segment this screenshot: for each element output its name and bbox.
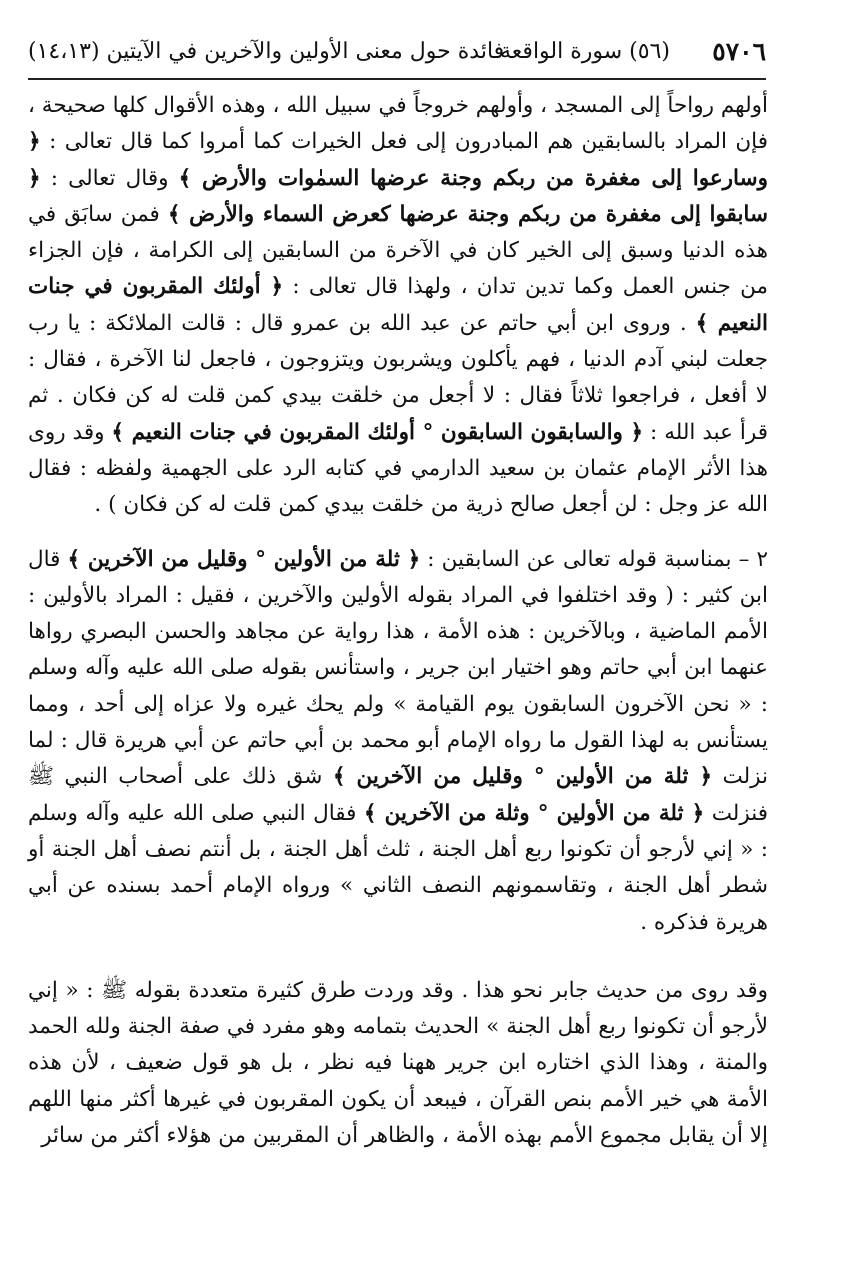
page-number: ٥٧٠٦ xyxy=(712,37,766,66)
paragraph-2 xyxy=(28,542,768,941)
quran-verse: ﴿ ثلة من الأولين ° وقليل من الآخرين ﴾ xyxy=(67,546,421,572)
surah-label: (٥٦) سورة الواقعة xyxy=(500,39,670,64)
text-segment: فقال النبي صلى الله عليه وآله وسلم : « إني لأرجو أن تكونوا ربع أهل الجنة ، ثلث أهل الجنة ، بل أنتم نصف أهل الجنة أو شطر أهل الجنة ، وتقاسمونهم النصف الثاني » ورواه الإمام أحمد بسنده عن أبي هريرة فذكره . xyxy=(28,800,768,935)
text-segment: وقال تعالى : xyxy=(40,165,179,191)
running-header xyxy=(28,34,766,70)
paragraph-1 xyxy=(28,88,768,524)
quran-verse: ﴿ وسارعوا إلى مغفرة من ربكم وجنة عرضها السمٰوات والأرض ﴾ xyxy=(28,129,768,191)
text-segment: شق ذلك على أصحاب النبي ﷺ فنزلت xyxy=(28,764,768,826)
body-text xyxy=(28,88,768,1154)
quran-verse: ﴿ سابقوا إلى مغفرة من ربكم وجنة عرضها كعرض السماء والأرض ﴾ xyxy=(28,165,768,227)
text-segment: . وروى ابن أبي حاتم عن عبد الله بن عمرو قال : قالت الملائكة : يا رب جعلت لبني آدم الدنيا ، فهم يأكلون ويشربون ويتزوجون ، فاجعل لنا الآخرة ، فقال : لا أفعل ، فراجعوا ثلاثاً فقال : لا أجعل من خلقت بيدي كمن قلت له كن فكان . ثم قرأ عبد الله : xyxy=(28,310,768,445)
quran-verse: ﴿ أولئك المقربون في جنات النعيم ﴾ xyxy=(28,274,768,336)
text-segment: ٢ – بمناسبة قوله تعالى عن السابقين : xyxy=(420,546,768,572)
text-segment: قال ابن كثير : ( وقد اختلفوا في المراد بقوله الأولين والآخرين ، فقيل : المراد بالأولين : الأمم الماضية ، وبالآخرين : هذه الأمة ، هذا رواية عن مجاهد والحسن البصري رواها عنهما ابن أبي حاتم وهو اختيار ابن جرير ، واستأنس بقوله صلى الله عليه وآله وسلم : « نحن الآخرون السابقون يوم القيامة » ولم يحك غيره ولا عزاه إلى أحد ، ومما يستأنس به لهذا القول ما رواه الإمام أبو محمد بن أبي حاتم عن أبي هريرة قال : لما نزلت xyxy=(28,546,769,790)
text-segment: أولهم رواحاً إلى المسجد ، وأولهم خروجاً في سبيل الله ، وهذه الأقوال كلها صحيحة ، فإن المراد بالسابقين هم المبادرون إلى فعل الخيرات كما أمروا كما قال تعالى : xyxy=(28,93,768,155)
text-segment: فمن سابَق في هذه الدنيا وسبق إلى الخير كان في الآخرة من السابقين إلى الكرامة ، فإن الجزاء من جنس العمل وكما تدين تدان ، ولهذا قال تعالى : xyxy=(28,201,768,300)
quran-verse: ﴿ ثلة من الأولين ° وثلة من الآخرين ﴾ xyxy=(363,800,705,826)
text-segment: وقد روى من حديث جابر نحو هذا . وقد وردت طرق كثيرة متعددة بقوله ﷺ : « إني لأرجو أن تكونوا ربع أهل الجنة » الحديث بتمامه وهو مفرد في صفة الجنة ولله الحمد والمنة ، وهذا الذي اختاره ابن جرير ههنا فيه نظر ، بل هو قول ضعيف ، لأن هذه الأمة هي خير الأمم بنص القرآن ، فيبعد أن يكون المقربون في غيرها أكثر منها اللهم إلا أن يقابل مجموع الأمم بهذه الأمة ، والظاهر أن المقربين من هؤلاء أكثر من سائر xyxy=(28,977,768,1149)
header-rule xyxy=(28,78,766,80)
paragraph-3 xyxy=(28,973,768,1154)
quran-verse: ﴿ ثلة من الأولين ° وقليل من الآخرين ﴾ xyxy=(332,764,713,790)
section-title: فائدة حول معنى الأولين والآخرين في الآيتين (١٤،١٣) xyxy=(28,39,505,64)
text-segment: وقد روى هذا الأثر الإمام عثمان بن سعيد الدارمي في كتابه الرد على الجهمية ولفظه : فقال الله عز وجل : لن أجعل صالح ذرية من خلقت بيدي كمن قلت له كن فكان ) . xyxy=(28,419,768,518)
quran-verse: ﴿ والسابقون السابقون ° أولئك المقربون في جنات النعيم ﴾ xyxy=(111,419,644,445)
